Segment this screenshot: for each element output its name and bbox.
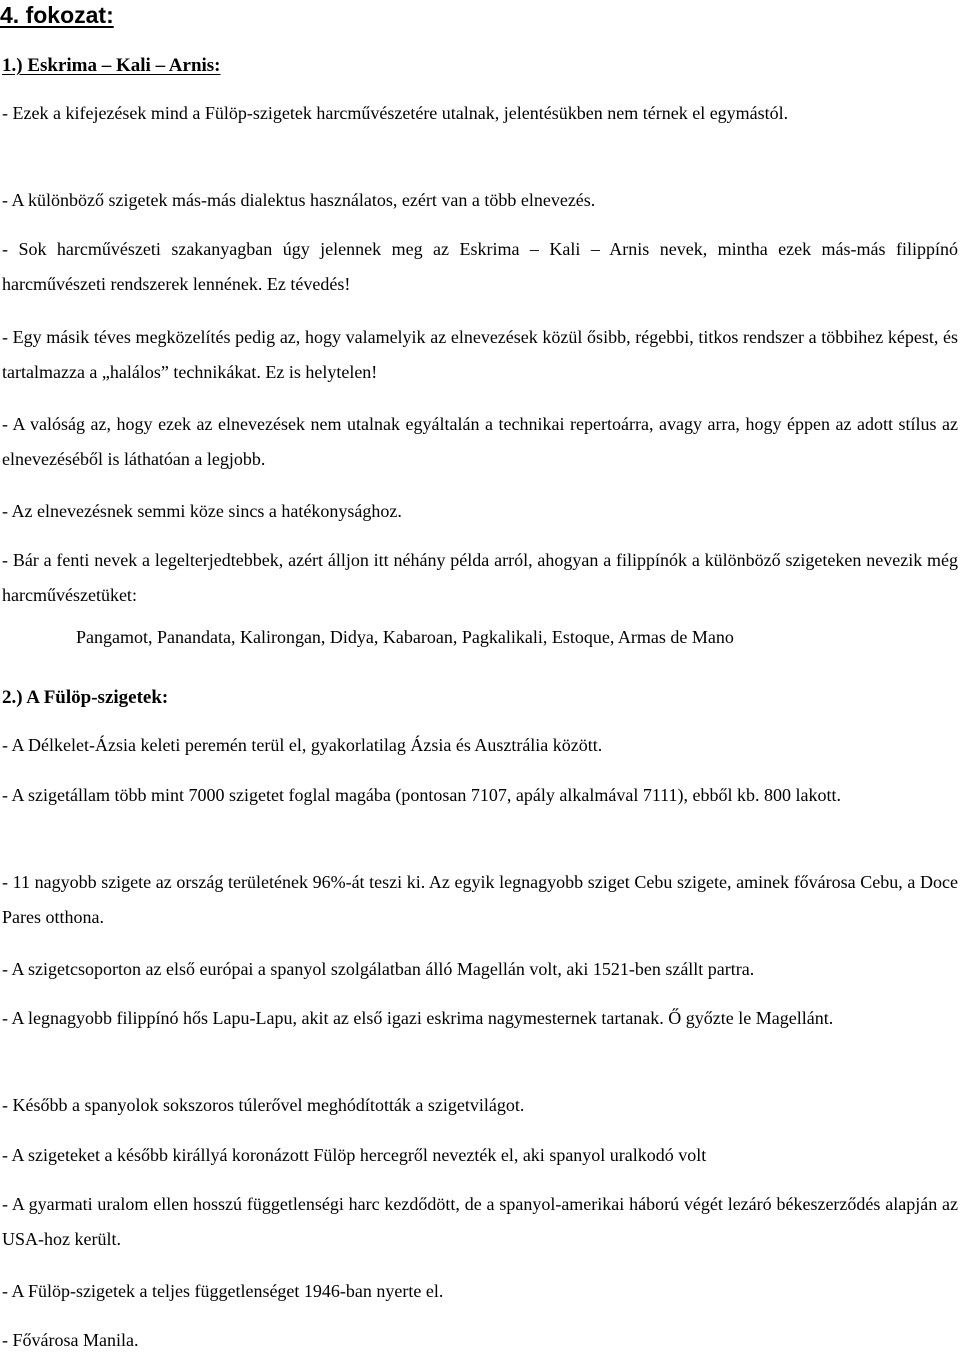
paragraph: - Fővárosa Manila. — [2, 1330, 139, 1350]
paragraph: - Az elnevezésnek semmi köze sincs a hatékonysághoz. — [2, 501, 402, 521]
paragraph: - A szigetállam több mint 7000 szigetet foglal magába (pontosan 7107, apály alkalmával 7111), ebből kb. 800 lakott. — [2, 785, 841, 805]
paragraph: - 11 nagyobb szigete az ország területének 96%-át teszi ki. Az egyik legnagyobb sziget Cebu szigete, aminek fővárosa Cebu, a Doce Pares otthona. — [2, 872, 958, 927]
paragraph: - A Délkelet-Ázsia keleti peremén terül el, gyakorlatilag Ázsia és Ausztrália között. — [2, 735, 603, 755]
section-heading-philippines: 2.) A Fülöp-szigetek: — [2, 687, 169, 708]
section-heading-eskrima: 1.) Eskrima – Kali – Arnis: — [2, 55, 221, 76]
paragraph: - A szigeteket a később királlyá koronázott Fülöp hercegről nevezték el, aki spanyol uralkodó volt — [2, 1145, 707, 1165]
paragraph: - A szigetcsoporton az első európai a spanyol szolgálatban álló Magellán volt, aki 1521-ben szállt partra. — [2, 959, 755, 979]
paragraph: - A különböző szigetek más-más dialektus használatos, ezért van a több elnevezés. — [2, 190, 596, 210]
paragraph: - A valóság az, hogy ezek az elnevezések nem utalnak egyáltalán a technikai repertoárra, avagy arra, hogy éppen az adott stílus az elnevezéséből is láthatóan a legjobb. — [2, 414, 958, 469]
paragraph: - Egy másik téves megközelítés pedig az, hogy valamelyik az elnevezések közül ősibb, régebbi, titkos rendszer a többihez képest, és tartalmazza a „halálos” technikákat. Ez is helytelen! — [2, 327, 958, 382]
paragraph: - A gyarmati uralom ellen hosszú függetlenségi harc kezdődött, de a spanyol-amerikai háború végét lezáró békeszerződés alapján az USA-hoz került. — [2, 1194, 958, 1249]
paragraph: - Bár a fenti nevek a legelterjedtebbek, azért álljon itt néhány példa arról, ahogyan a filippínók a különböző szigeteken nevezik még harcművészetüket: — [2, 550, 958, 605]
paragraph: - Sok harcművészeti szakanyagban úgy jelennek meg az Eskrima – Kali – Arnis nevek, mintha ezek más-más filippínó harcművészeti rendszerek lennének. Ez tévedés! — [2, 239, 958, 294]
paragraph: - A Fülöp-szigetek a teljes függetlenséget 1946-ban nyerte el. — [2, 1281, 444, 1301]
page-title: 4. fokozat: — [0, 2, 114, 28]
paragraph: - Ezek a kifejezések mind a Fülöp-szigetek harcművészetére utalnak, jelentésükben nem térnek el egymástól. — [2, 103, 789, 123]
paragraph: - A legnagyobb filippínó hős Lapu-Lapu, akit az első igazi eskrima nagymesternek tartanak. Ő győzte le Magellánt. — [2, 1008, 834, 1028]
paragraph: - Később a spanyolok sokszoros túlerővel meghódították a szigetvilágot. — [2, 1095, 525, 1115]
martial-art-names-list: Pangamot, Panandata, Kalirongan, Didya, Kabaroan, Pagkalikali, Estoque, Armas de Mano — [76, 627, 734, 647]
